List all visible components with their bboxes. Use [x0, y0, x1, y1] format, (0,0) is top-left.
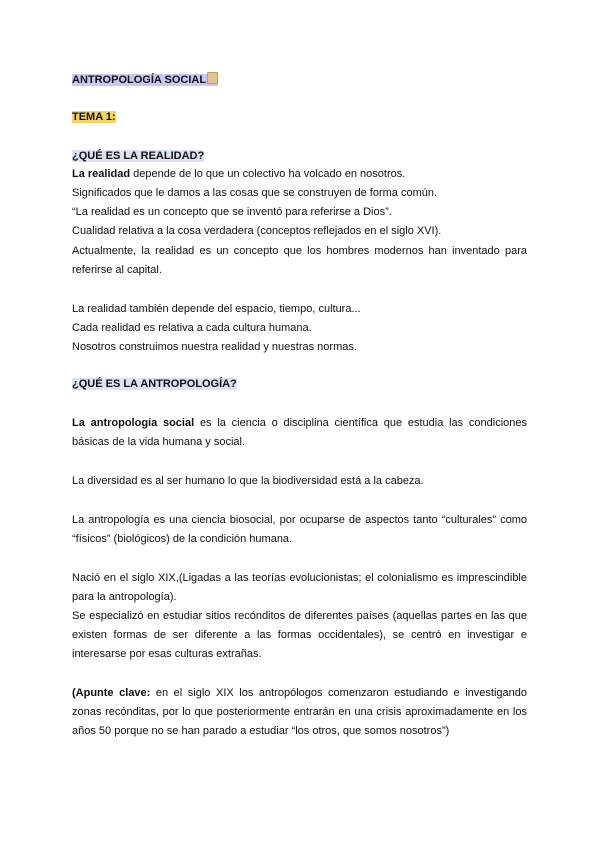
paragraph: referirse al capital.: [72, 264, 162, 276]
paragraph: básicas de la vida humana y social.: [72, 436, 246, 448]
paragraph: Nosotros construimos nuestra realidad y nuestras normas.: [72, 341, 357, 353]
paragraph: “físicos” (biológicos) de la condición humana.: [72, 533, 293, 545]
paragraph: La realidad también depende del espacio, tiempo, cultura...: [72, 303, 361, 315]
paragraph: Cualidad relativa a la cosa verdadera (conceptos reflejados en el siglo XVI).: [72, 225, 442, 237]
paragraph: existen formas de ser diferente a las formas occidentales), se centró en investigar e: [72, 629, 527, 641]
paragraph: Nació en el siglo XIX,(Ligadas a las teorías evolucionistas; el colonialismo es imprescindible: [72, 572, 527, 584]
doc-title-text: ANTROPOLOGÍA SOCIAL: [72, 74, 207, 86]
paragraph: Significados que le damos a las cosas que se construyen de forma común.: [72, 187, 438, 199]
paragraph: La antropología es una ciencia biosocial, por ocuparse de aspectos tanto “culturales” como: [72, 514, 527, 526]
paragraph: La diversidad es al ser humano lo que la biodiversidad está a la cabeza.: [72, 475, 424, 487]
paragraph: “La realidad es un concepto que se inventó para referirse a Dios”.: [72, 206, 392, 218]
section-heading-antropologia: ¿QUÉ ES LA ANTROPOLOGÍA?: [72, 378, 237, 390]
tema-label: TEMA 1:: [72, 111, 116, 123]
paragraph: Se especializó en estudiar sitios recónditos de diferentes países (aquellas partes en las que: [72, 610, 527, 622]
emoji-icon: [207, 72, 218, 84]
paragraph: Cada realidad es relativa a cada cultura humana.: [72, 322, 312, 334]
paragraph: Actualmente, la realidad es un concepto que los hombres modernos han inventado para: [72, 245, 527, 257]
paragraph: para la antropología).: [72, 591, 177, 603]
paragraph-apunte-clave: (Apunte clave: en el siglo XIX los antropólogos comenzaron estudiando e investigando: [72, 687, 527, 699]
paragraph: La realidad depende de lo que un colectivo ha volcado en nosotros.: [72, 168, 406, 180]
paragraph: años 50 porque no se han parado a estudiar “los otros, que somos nosotros”): [72, 725, 450, 737]
section-heading-realidad: ¿QUÉ ES LA REALIDAD?: [72, 150, 205, 162]
paragraph: zonas recónditas, por lo que posteriormente entrarán en una crisis aproximadamente en los: [72, 706, 527, 718]
doc-title: [72, 72, 218, 87]
paragraph: interesarse por esas culturas extrañas.: [72, 648, 262, 660]
paragraph: La antropología social es la ciencia o disciplina científica que estudia las condiciones: [72, 417, 528, 429]
